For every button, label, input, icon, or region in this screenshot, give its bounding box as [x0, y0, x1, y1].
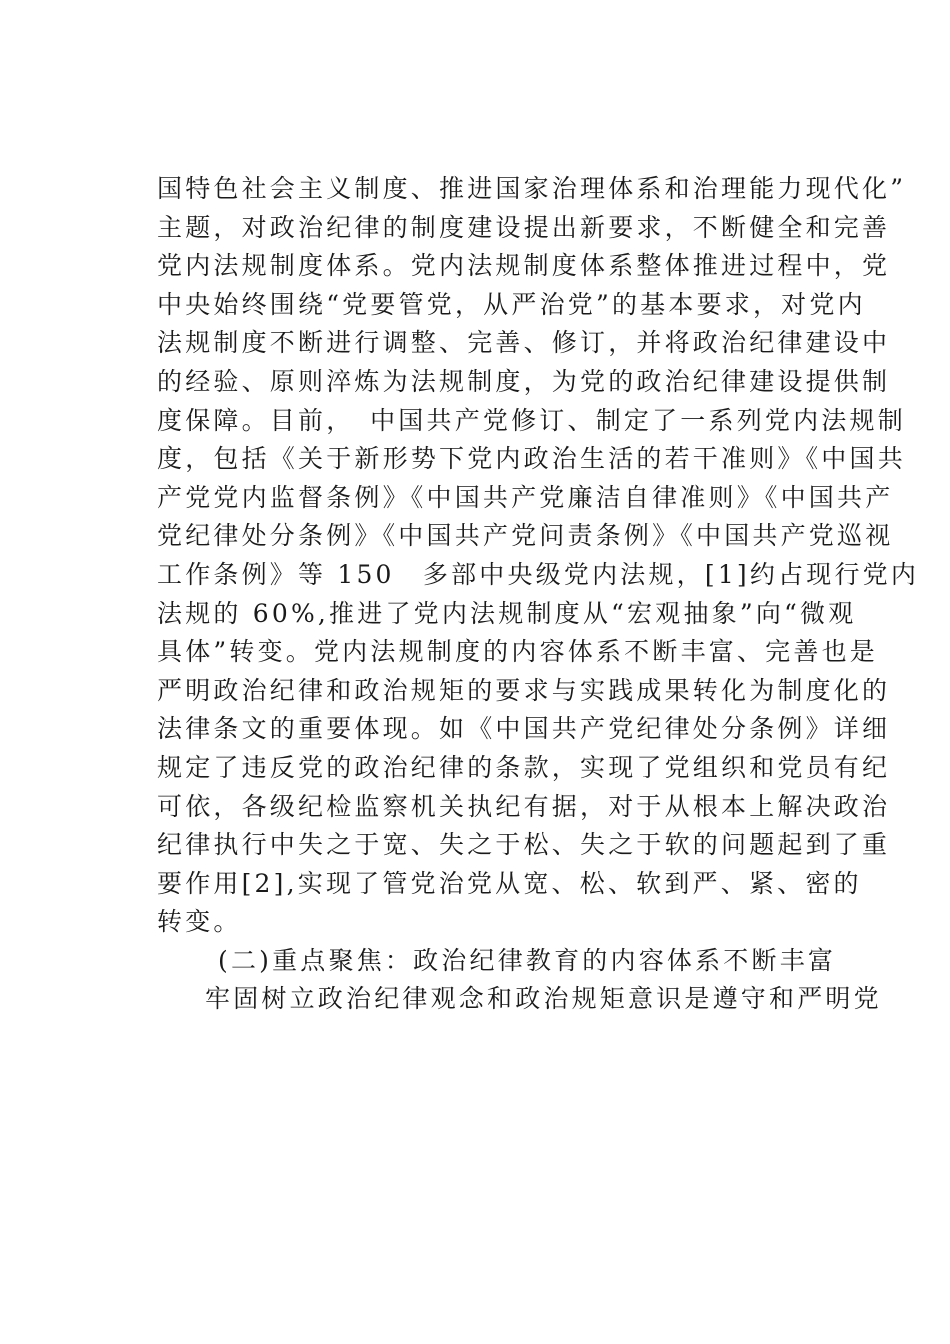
text-line: 要作用[2],实现了管党治党从宽、松、软到严、紧、密的 — [157, 868, 862, 898]
paragraph-start: 牢固树立政治纪律观念和政治规矩意识是遵守和严明党 — [205, 984, 882, 1014]
text-line: 党纪律处分条例》《中国共产党问责条例》《中国共产党巡视 — [157, 521, 894, 551]
text-line: 可依，各级纪检监察机关执纪有据，对于从根本上解决政治 — [157, 791, 891, 821]
text-line: 法规的 60%,推进了党内法规制度从“宏观抽象”向“微观 — [157, 598, 857, 628]
text-line: 度，包括《关于新形势下党内政治生活的若干准则》《中国共 — [157, 444, 906, 474]
text-line: 法规制度不断进行调整、完善、修订，并将政治纪律建设中 — [157, 328, 891, 358]
text-line: 中央始终围绕“党要管党，从严治党”的基本要求，对党内 — [157, 289, 866, 319]
text-line: 国特色社会主义制度、推进国家治理体系和治理能力现代化” — [157, 174, 907, 203]
text-line: 具体”转变。党内法规制度的内容体系不断丰富、完善也是 — [157, 637, 878, 667]
text-line: 转变。 — [157, 907, 242, 937]
text-line: 规定了违反党的政治纪律的条款，实现了党组织和党员有纪 — [157, 752, 891, 782]
text-line: 严明政治纪律和政治规矩的要求与实践成果转化为制度化的 — [157, 675, 891, 705]
text-line: 度保障。目前， 中国共产党修订、制定了一系列党内法规制 — [157, 405, 906, 435]
text-line: 主题，对政治纪律的制度建设提出新要求，不断健全和完善 — [157, 212, 891, 242]
text-line: 产党党内监督条例》《中国共产党廉洁自律准则》《中国共产 — [157, 482, 894, 512]
section-heading: (二)重点聚焦：政治纪律教育的内容体系不断丰富 — [218, 945, 837, 975]
text-line: 党内法规制度体系。党内法规制度体系整体推进过程中，党 — [157, 251, 891, 281]
text-line: 法律条文的重要体现。如《中国共产党纪律处分条例》详细 — [157, 714, 891, 744]
text-line: 的经验、原则淬炼为法规制度，为党的政治纪律建设提供制 — [157, 366, 891, 396]
body-text — [157, 170, 920, 1019]
text-line: 工作条例》等 150 多部中央级党内法规，[1]约占现行党内 — [157, 559, 920, 589]
text-line: 纪律执行中失之于宽、失之于松、失之于软的问题起到了重 — [157, 830, 891, 860]
